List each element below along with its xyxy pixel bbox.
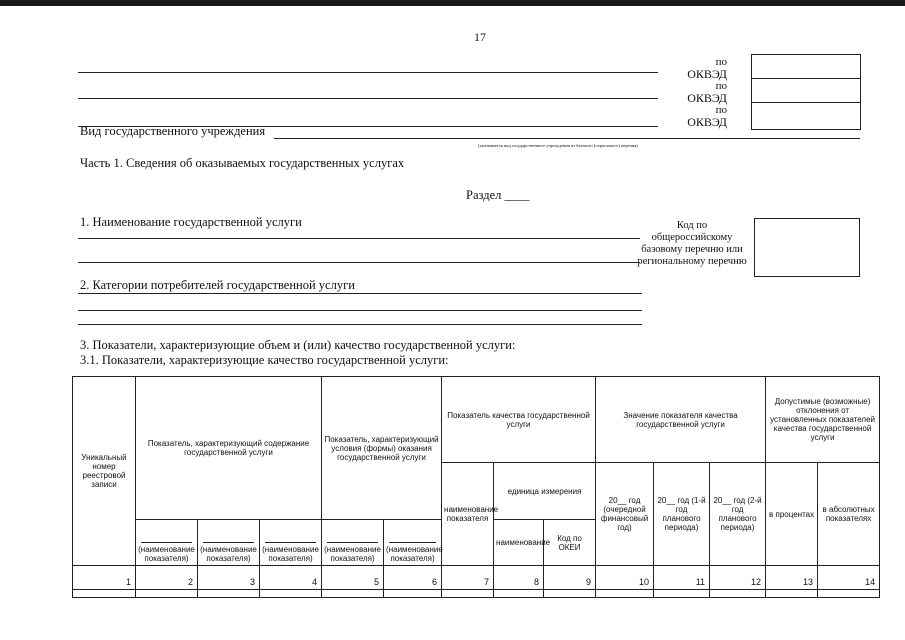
okved-label-1: по ОКВЭД <box>687 56 727 81</box>
column-number: 11 <box>654 566 710 590</box>
okved-code-box-3[interactable] <box>751 102 861 130</box>
header-year-current: 20__ год (очередной финансовый год) <box>596 463 654 566</box>
table-cell[interactable] <box>73 590 136 598</box>
registry-code-box[interactable] <box>754 218 860 277</box>
column-number: 10 <box>596 566 654 590</box>
column-number: 14 <box>818 566 880 590</box>
header-indicator-value: Значение показателя качества государственной услуги <box>596 377 766 463</box>
table-cell[interactable] <box>494 590 544 598</box>
service-name-line-2 <box>78 262 640 263</box>
column-number: 2 <box>136 566 198 590</box>
table-cell[interactable] <box>596 590 654 598</box>
quality-indicators-table <box>72 376 880 598</box>
header-measure-unit: единица измерения <box>494 463 596 520</box>
service-name-line-1 <box>78 238 640 239</box>
institution-type-note: (указывается вид государственного учреждения из базового (отраслевого) перечня) <box>478 143 638 148</box>
table-cell[interactable] <box>544 590 596 598</box>
column-number: 5 <box>322 566 384 590</box>
header-content-indicator: Показатель, характеризующий содержание государственной услуги <box>136 377 322 520</box>
table-row <box>73 590 880 598</box>
header-indicator-name: наименование показателя <box>442 463 494 566</box>
header-row-1 <box>73 377 880 463</box>
table-cell[interactable] <box>198 590 260 598</box>
conditions-indicator-name-1: (наименование показателя) <box>322 520 384 566</box>
header-allowed-deviation: Допустимые (возможные) отклонения от установленных показателей качества государственной услуги <box>766 377 880 463</box>
header-registry-number: Уникальный номер реестровой записи <box>73 377 136 566</box>
okved-label-3: по ОКВЭД <box>687 104 727 129</box>
quality-indicators-heading: 3.1. Показатели, характеризующие качество государственной услуги: <box>80 353 449 367</box>
page-top-border <box>0 0 905 6</box>
header-deviation-absolute: в абсолютных показателях <box>818 463 880 566</box>
header-conditions-indicator: Показатель, характеризующий условия (формы) оказания государственной услуги <box>322 377 442 520</box>
table-cell[interactable] <box>766 590 818 598</box>
content-indicator-name-1: (наименование показателя) <box>136 520 198 566</box>
column-number: 9 <box>544 566 596 590</box>
consumers-label: 2. Категории потребителей государственной услуги <box>80 278 355 292</box>
table-cell[interactable] <box>136 590 198 598</box>
table-cell[interactable] <box>654 590 710 598</box>
table-cell[interactable] <box>384 590 442 598</box>
table-cell[interactable] <box>260 590 322 598</box>
institution-type-line <box>274 138 860 139</box>
content-indicator-name-2: (наименование показателя) <box>198 520 260 566</box>
column-number: 12 <box>710 566 766 590</box>
page-number: 17 <box>474 30 486 44</box>
part-title: Часть 1. Сведения об оказываемых государственных услугах <box>80 156 405 170</box>
service-name-label: 1. Наименование государственной услуги <box>80 215 302 229</box>
institution-type-label: Вид государственного учреждения <box>80 124 266 138</box>
conditions-indicator-name-2: (наименование показателя) <box>384 520 442 566</box>
indicators-heading: 3. Показатели, характеризующие объем и (или) качество государственной услуги: <box>80 338 516 352</box>
header-year-plan-2: 20__ год (2-й год планового периода) <box>710 463 766 566</box>
table-cell[interactable] <box>442 590 494 598</box>
content-indicator-name-3: (наименование показателя) <box>260 520 322 566</box>
header-year-plan-1: 20__ год (1-й год планового периода) <box>654 463 710 566</box>
column-number: 3 <box>198 566 260 590</box>
header-quality-indicator: Показатель качества государственной услуги <box>442 377 596 463</box>
institution-name-line-2 <box>78 98 658 99</box>
column-number: 4 <box>260 566 322 590</box>
column-number: 1 <box>73 566 136 590</box>
consumers-line-3 <box>78 324 642 325</box>
section-label: Раздел ____ <box>466 188 530 202</box>
column-number: 13 <box>766 566 818 590</box>
header-okei-code: Код по ОКЕИ <box>544 520 596 566</box>
column-number: 7 <box>442 566 494 590</box>
header-unit-name: наименование <box>494 520 544 566</box>
institution-name-line-1 <box>78 72 658 73</box>
okved-code-box-2[interactable] <box>751 78 861 104</box>
okved-label-2: по ОКВЭД <box>687 80 727 105</box>
okved-code-box-1[interactable] <box>751 54 861 80</box>
table-cell[interactable] <box>322 590 384 598</box>
registry-code-label: Код по общероссийскому базовому перечню или региональному перечню <box>637 220 747 267</box>
column-number: 6 <box>384 566 442 590</box>
table-cell[interactable] <box>818 590 880 598</box>
column-numbers-row <box>73 566 880 590</box>
table-cell[interactable] <box>710 590 766 598</box>
header-deviation-percent: в процентах <box>766 463 818 566</box>
consumers-line-1 <box>78 293 642 294</box>
consumers-line-2 <box>78 310 642 311</box>
column-number: 8 <box>494 566 544 590</box>
